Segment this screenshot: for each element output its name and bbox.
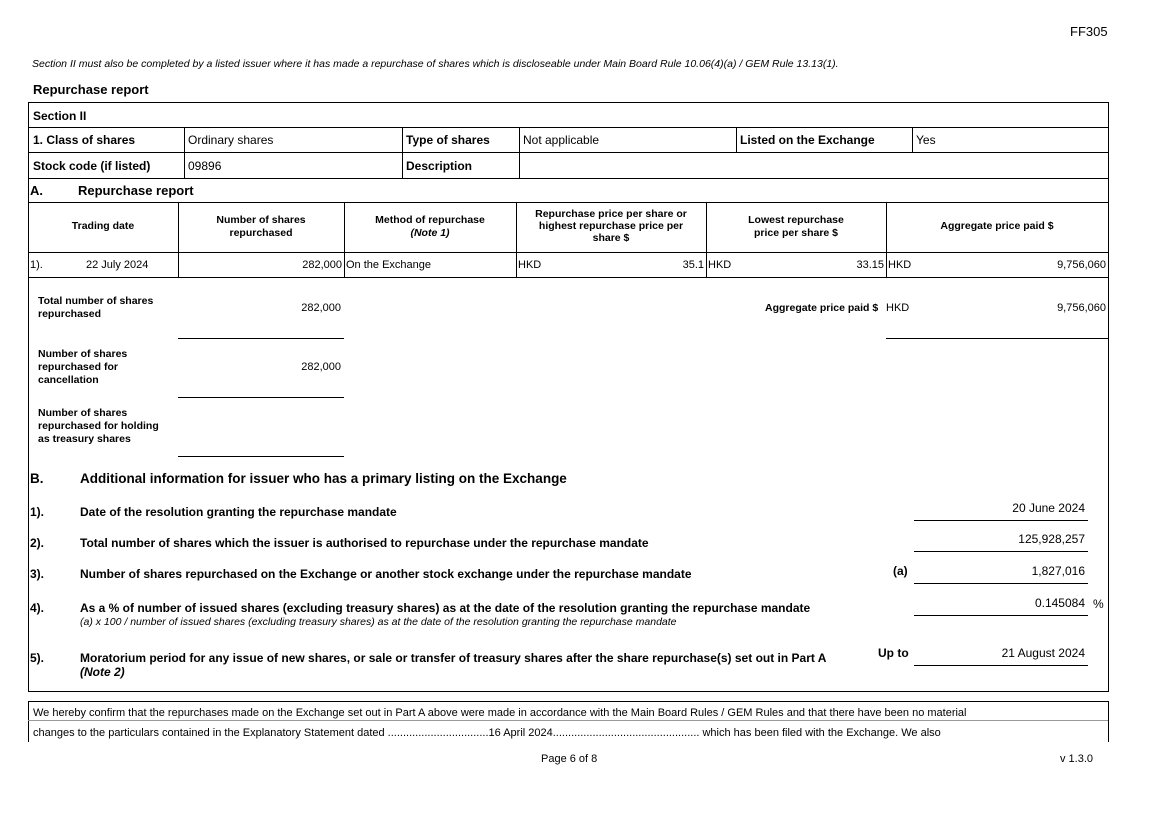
row-aggregate-currency: HKD: [888, 259, 912, 271]
th-price-2: highest repurchase price per: [538, 220, 684, 232]
listed-label: Listed on the Exchange: [740, 133, 875, 147]
row-aggregate: 9,756,060: [1057, 259, 1106, 271]
th-method-1: Method of repurchase: [375, 214, 485, 226]
item-label: Number of shares repurchased on the Exchange or another stock exchange under the repurchase mandate: [80, 567, 692, 581]
stock-code-value: 09896: [188, 159, 222, 173]
confirmation-line-1: We hereby confirm that the repurchases made on the Exchange set out in Part A above were made in accordance with the Main Board Rules / GEM Rules and that there have been no material: [33, 707, 967, 719]
item-label: Date of the resolution granting the repurchase mandate: [80, 505, 397, 519]
part-a-title: Repurchase report: [78, 183, 194, 198]
percent-unit: %: [1093, 597, 1104, 611]
class-of-shares-value: Ordinary shares: [188, 133, 274, 147]
item-value: 1,827,016: [1031, 564, 1085, 578]
row-lowest: 33.15: [856, 259, 884, 271]
item-index: 2).: [30, 536, 45, 550]
item-index: 3).: [30, 567, 45, 581]
treasury-label: Number of shares repurchased for holding as treasury shares: [38, 407, 159, 445]
item-value: 21 August 2024: [1001, 646, 1085, 660]
row-index: 1).: [30, 259, 43, 271]
row-method: On the Exchange: [346, 259, 432, 271]
item-index: 5).: [30, 651, 45, 665]
part-b-title: Additional information for issuer who has a primary listing on the Exchange: [80, 471, 567, 486]
form-code: FF305: [1070, 24, 1108, 39]
part-a-letter: A.: [30, 183, 43, 198]
th-price-1: Repurchase price per share or: [535, 208, 687, 220]
row-date: 22 July 2024: [86, 259, 149, 271]
page-number: Page 6 of 8: [541, 753, 598, 765]
row-price: 35.1: [682, 259, 704, 271]
version: v 1.3.0: [1060, 753, 1094, 765]
item-label: Total number of shares which the issuer is authorised to repurchase under the repurchase mandate: [80, 536, 649, 550]
aggregate-total-label: Aggregate price paid $: [765, 302, 879, 314]
intro-note: Section II must also be completed by a listed issuer where it has made a repurchase of shares which is discloseable under Main Board Rule 10.06(4)(a) / GEM Rule 13.13(1).: [32, 58, 839, 70]
item-index: 4).: [30, 601, 45, 615]
type-of-shares-value: Not applicable: [523, 133, 600, 147]
item-label: As a % of number of issued shares (excluding treasury shares) as at the date of the resolution granting the repurchase mandate: [80, 601, 811, 615]
cancel-label: Number of shares repurchased for cancellation: [38, 348, 128, 386]
part-b-letter: B.: [30, 471, 44, 486]
th-num-shares-1: Number of shares: [216, 214, 306, 226]
item-tag: Up to: [878, 646, 909, 660]
aggregate-total-value: 9,756,060: [1057, 302, 1106, 314]
row-price-currency: HKD: [518, 259, 542, 271]
row-lowest-currency: HKD: [708, 259, 732, 271]
aggregate-total-currency: HKD: [886, 302, 910, 314]
class-of-shares-label: 1. Class of shares: [33, 133, 136, 147]
confirmation-line-2: changes to the particulars contained in the Explanatory Statement dated .................................16 April 2024................................................ which has been filed with the Exchange. We also: [33, 727, 941, 739]
item-tag: (a): [893, 564, 908, 578]
report-title: Repurchase report: [33, 82, 149, 97]
item-index: 1).: [30, 505, 45, 519]
th-trading-date: Trading date: [71, 220, 135, 232]
total-value: 282,000: [301, 302, 341, 314]
stock-code-label: Stock code (if listed): [33, 159, 151, 173]
total-label: Total number of shares repurchased: [38, 295, 154, 320]
item-value: 20 June 2024: [1012, 501, 1085, 515]
th-price-3: share $: [592, 232, 630, 244]
th-lowest-2: price per share $: [753, 227, 839, 239]
section-title: Section II: [33, 109, 87, 123]
item-sublabel: (Note 2): [80, 665, 125, 679]
item-value: 0.145084: [1034, 596, 1085, 610]
row-shares: 282,000: [302, 259, 342, 271]
th-num-shares-2: repurchased: [229, 227, 293, 239]
item-sublabel: (a) x 100 / number of issued shares (excluding treasury shares) as at the date of the resolution granting the repurchase mandate: [80, 616, 677, 628]
confirmation-box: [28, 701, 1109, 742]
cancel-value: 282,000: [301, 361, 341, 373]
description-label: Description: [406, 159, 473, 173]
th-aggregate: Aggregate price paid $: [940, 220, 1054, 232]
th-method-2: (Note 1): [410, 227, 450, 239]
type-of-shares-label: Type of shares: [406, 133, 490, 147]
item-label: Moratorium period for any issue of new shares, or sale or transfer of treasury shares after the share repurchase(s) set out in Part A: [80, 651, 827, 665]
item-value: 125,928,257: [1018, 532, 1085, 546]
th-lowest-1: Lowest repurchase: [748, 214, 844, 226]
listed-value: Yes: [916, 133, 936, 147]
